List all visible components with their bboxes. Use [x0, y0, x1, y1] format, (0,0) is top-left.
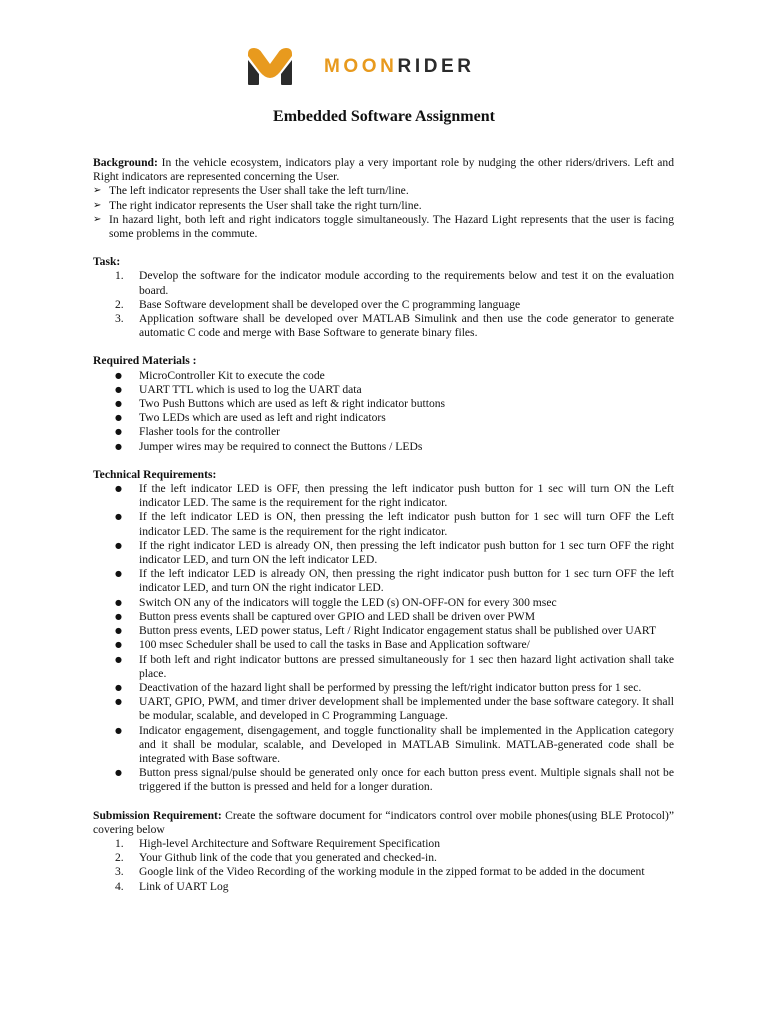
moonrider-logo-icon [246, 46, 294, 86]
list-number: 1. [115, 836, 124, 850]
document-body [93, 156, 674, 894]
section-submission-requirement [93, 809, 674, 894]
company-logo [246, 46, 475, 86]
list-item: ● If the right indicator LED is already ON, then pressing the left indicator push button for 1 sec turn OFF the right indicator LED, and turn ON the left indicator LED. [93, 539, 674, 567]
list-item [93, 312, 674, 340]
brand-name-moon: MOON [324, 56, 398, 77]
list-item: ● Button press events shall be captured over GPIO and LED shall be driven over PWM [93, 610, 674, 624]
submission-heading: Submission Requirement: [93, 808, 222, 822]
technical-heading: Technical Requirements: [93, 467, 217, 481]
list-text: Your Github link of the code that you generated and checked-in. [139, 851, 437, 865]
list-item: ➢ In hazard light, both left and right indicators toggle simultaneously. The Hazard Light represents that the user is facing some problems in the commute. [93, 213, 674, 241]
background-paragraph [93, 156, 674, 184]
list-item: ● Button press events, LED power status, Left / Right Indicator engagement status shall be published over UART [93, 624, 674, 638]
submission-paragraph [93, 809, 674, 837]
list-item: ➢ The left indicator represents the User shall take the left turn/line. [93, 184, 674, 198]
list-item: ● If the left indicator LED is already ON, then pressing the right indicator push button for 1 sec turn OFF the left indicator LED, and turn ON the right indicator LED. [93, 567, 674, 595]
list-item: ➢ The right indicator represents the User shall take the right turn/line. [93, 199, 674, 213]
section-required-materials [93, 354, 674, 453]
list-item: ● MicroController Kit to execute the code [93, 369, 674, 383]
list-item: ● If both left and right indicator buttons are pressed simultaneously for 1 sec then hazard light activation shall take place. [93, 653, 674, 681]
list-item: ● Deactivation of the hazard light shall be performed by pressing the left/right indicator button press for 1 sec. [93, 681, 674, 695]
list-number: 1. [115, 269, 124, 283]
list-text: Link of UART Log [139, 879, 229, 893]
list-item [93, 269, 674, 297]
list-text: Base Software development shall be developed over the C programming language [139, 297, 521, 311]
materials-list [93, 369, 674, 454]
brand-name-rider: RIDER [397, 56, 475, 77]
submission-text: Create the software document for “indicators control over mobile phones(using BLE Protocol)” covering below [93, 808, 674, 836]
submission-list [93, 837, 674, 894]
background-heading: Background: [93, 156, 158, 169]
list-number: 2. [115, 851, 124, 865]
list-item: ● Switch ON any of the indicators will toggle the LED (s) ON-OFF-ON for every 300 msec [93, 596, 674, 610]
list-item: ● Indicator engagement, disengagement, and toggle functionality shall be implemented in the Application category and it shall be modular, scalable, and Developed in MATLAB Simulink. MATLAB-generated code shall be integrated with Base software. [93, 724, 674, 767]
background-text: In the vehicle ecosystem, indicators play a very important role by nudging the other riders/drivers. Left and Right indicators are represented concerning the User. [93, 156, 674, 184]
brand-name [324, 56, 475, 78]
list-text: Application software shall be developed over MATLAB Simulink and then use the code generator to generate automatic C code and merge with Base Software to generate binary files. [139, 312, 674, 340]
section-technical-requirements [93, 468, 674, 795]
list-text: Develop the software for the indicator module according to the requirements below and test it on the evaluation board. [139, 269, 674, 297]
list-item: ● 100 msec Scheduler shall be used to call the tasks in Base and Application software/ [93, 638, 674, 652]
section-background [93, 156, 674, 241]
list-item: ● Two Push Buttons which are used as left & right indicator buttons [93, 397, 674, 411]
list-item [93, 851, 674, 865]
list-item [93, 865, 674, 879]
list-number: 4. [115, 879, 124, 893]
list-text: Google link of the Video Recording of the working module in the zipped format to be added in the document [139, 865, 645, 879]
task-heading: Task: [93, 255, 121, 269]
list-item: ● If the left indicator LED is OFF, then pressing the left indicator push button for 1 sec will turn ON the Left indicator LED. The same is the requirement for the right indicator. [93, 482, 674, 510]
list-text: High-level Architecture and Software Requirement Specification [139, 836, 441, 850]
list-item: ● Flasher tools for the controller [93, 425, 674, 439]
task-list [93, 269, 674, 340]
list-number: 3. [115, 865, 124, 879]
document-title: Embedded Software Assignment [273, 108, 495, 125]
list-item [93, 837, 674, 851]
technical-list [93, 482, 674, 794]
list-item: ● Button press signal/pulse should be generated only once for each button press event. Multiple signals shall not be triggered if the button is pressed and held for a longer duration. [93, 766, 674, 794]
list-number: 3. [115, 312, 124, 326]
list-item: ● UART TTL which is used to log the UART data [93, 383, 674, 397]
list-item: ● Two LEDs which are used as left and right indicators [93, 411, 674, 425]
section-task [93, 255, 674, 340]
list-number: 2. [115, 297, 124, 311]
materials-heading: Required Materials : [93, 354, 197, 368]
list-item: ● UART, GPIO, PWM, and timer driver development shall be implemented under the base software category. It shall be modular, scalable, and developed in C Programming Language. [93, 695, 674, 723]
list-item: ● Jumper wires may be required to connect the Buttons / LEDs [93, 440, 674, 454]
list-item [93, 298, 674, 312]
list-item: ● If the left indicator LED is ON, then pressing the left indicator push button for 1 sec will turn OFF the Left indicator LED. The same is the requirement for the right indicator. [93, 510, 674, 538]
list-item [93, 880, 674, 894]
background-bullets [93, 184, 674, 241]
